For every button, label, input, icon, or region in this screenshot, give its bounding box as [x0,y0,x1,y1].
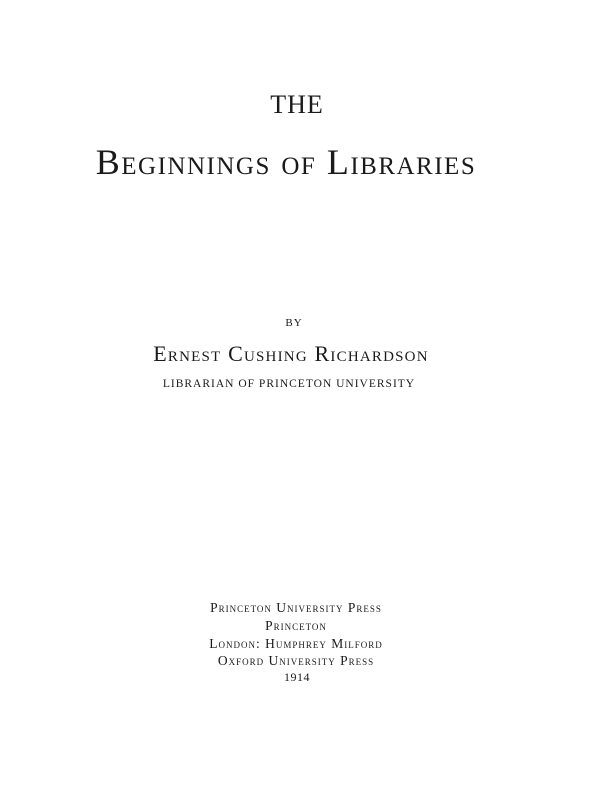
title-article: THE [270,90,324,119]
author-name: Ernest Cushing Richardson [153,341,429,366]
book-title: Beginnings of Libraries [95,142,477,182]
byline: BY [285,317,303,329]
author-affiliation: LIBRARIAN OF PRINCETON UNIVERSITY [162,378,416,390]
publisher-name: Princeton University Press [210,600,382,615]
publisher-city: Princeton [265,618,327,633]
co-publisher-line: London: Humphrey Milford [209,636,383,651]
co-publisher-name: Oxford University Press [217,653,375,668]
publication-year: 1914 [284,670,310,684]
